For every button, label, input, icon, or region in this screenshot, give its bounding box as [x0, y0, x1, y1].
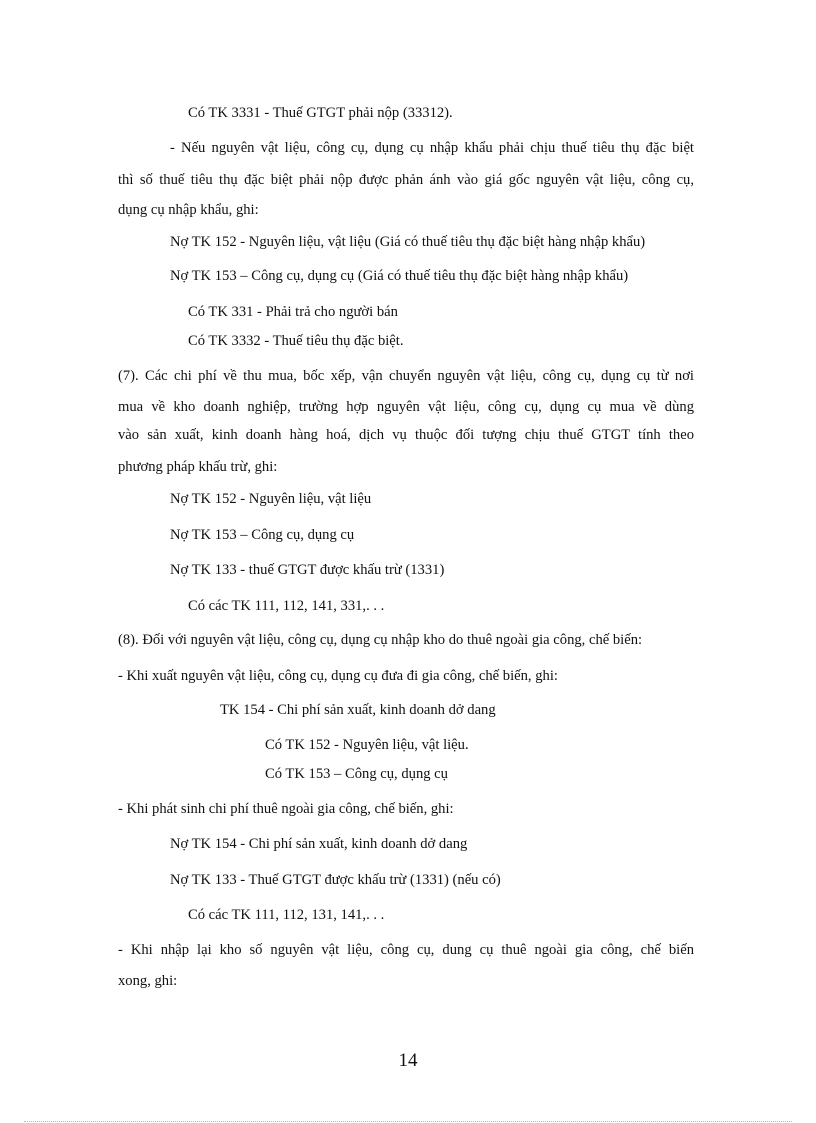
- text-line: Có TK 3331 - Thuế GTGT phải nộp (33312).: [188, 105, 453, 121]
- text-line: Nợ TK 153 – Công cụ, dụng cụ: [170, 527, 355, 543]
- text-line: vào sản xuất, kinh doanh hàng hoá, dịch vụ thuộc đối tượng chịu thuế GTGT tính theo: [118, 427, 694, 443]
- text-line: Có các TK 111, 112, 131, 141,. . .: [188, 907, 385, 923]
- text-line: - Khi xuất nguyên vật liệu, công cụ, dụng cụ đưa đi gia công, chế biến, ghi:: [118, 668, 558, 684]
- footer-divider: [24, 1121, 792, 1122]
- text-line: Có các TK 111, 112, 141, 331,. . .: [188, 598, 385, 614]
- text-line: dụng cụ nhập khẩu, ghi:: [118, 202, 259, 218]
- text-line: thì số thuế tiêu thụ đặc biệt phải nộp được phản ánh vào giá gốc nguyên vật liệu, công cụ,: [118, 172, 694, 188]
- text-line: Có TK 331 - Phải trả cho người bán: [188, 304, 398, 320]
- text-line: Có TK 3332 - Thuế tiêu thụ đặc biệt.: [188, 333, 404, 349]
- text-line: Có TK 153 – Công cụ, dụng cụ: [265, 766, 448, 782]
- text-line: Nợ TK 153 – Công cụ, dụng cụ (Giá có thuế tiêu thụ đặc biệt hàng nhập khẩu): [170, 268, 629, 284]
- text-line: TK 154 - Chi phí sản xuất, kinh doanh dở dang: [220, 702, 496, 718]
- text-line: mua về kho doanh nghiệp, trường hợp nguyên vật liệu, công cụ, dụng cụ mua về dùng: [118, 399, 694, 415]
- text-line: (8). Đối với nguyên vật liệu, công cụ, dụng cụ nhập kho do thuê ngoài gia công, chế biến:: [118, 632, 643, 648]
- text-line: - Nếu nguyên vật liệu, công cụ, dụng cụ nhập khẩu phải chịu thuế tiêu thụ đặc biệt: [170, 140, 694, 156]
- text-line: Nợ TK 152 - Nguyên liệu, vật liệu (Giá có thuế tiêu thụ đặc biệt hàng nhập khẩu): [170, 234, 646, 250]
- text-line: Nợ TK 152 - Nguyên liệu, vật liệu: [170, 491, 372, 507]
- text-line: Nợ TK 133 - Thuế GTGT được khấu trừ (1331) (nếu có): [170, 872, 501, 888]
- text-line: - Khi phát sinh chi phí thuê ngoài gia công, chế biến, ghi:: [118, 801, 454, 817]
- page-number: 14: [398, 1050, 418, 1071]
- text-line: phương pháp khấu trừ, ghi:: [118, 459, 278, 475]
- text-line: xong, ghi:: [118, 973, 178, 989]
- text-line: Nợ TK 133 - thuế GTGT được khấu trừ (1331): [170, 562, 445, 578]
- text-line: Có TK 152 - Nguyên liệu, vật liệu.: [265, 737, 469, 753]
- text-line: - Khi nhập lại kho số nguyên vật liệu, công cụ, dung cụ thuê ngoài gia công, chế biến: [118, 942, 694, 958]
- text-line: Nợ TK 154 - Chi phí sản xuất, kinh doanh dở dang: [170, 836, 468, 852]
- text-line: (7). Các chi phí về thu mua, bốc xếp, vận chuyển nguyên vật liệu, công cụ, dụng cụ từ nơi: [118, 368, 694, 384]
